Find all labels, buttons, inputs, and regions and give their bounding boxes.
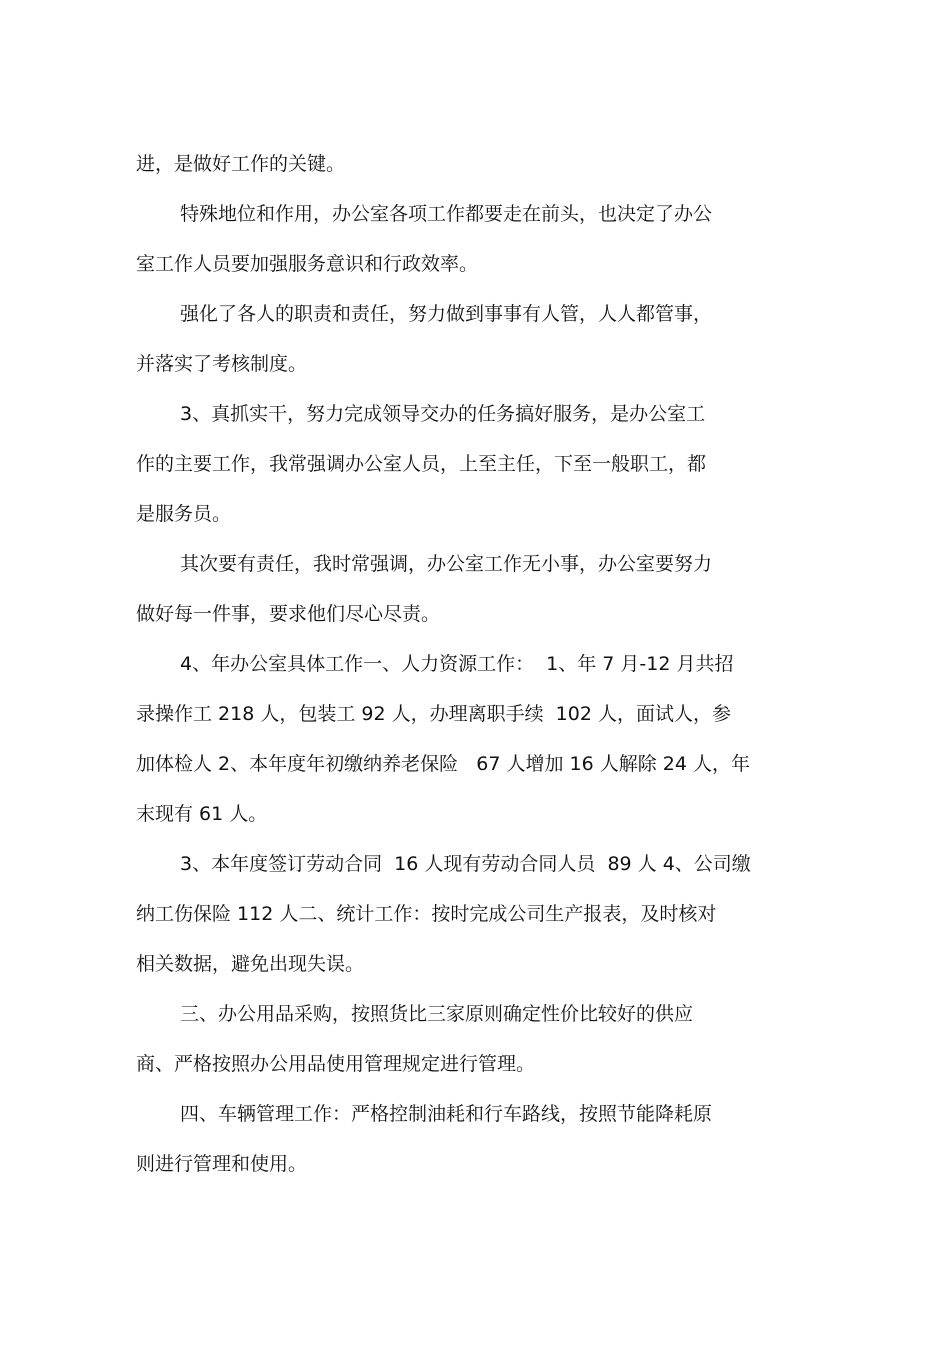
paragraph-start-line: 特殊地位和作用，办公室各项工作都要走在前头，也决定了办公 xyxy=(180,203,713,225)
text-line: 室工作人员要加强服务意识和行政效率。 xyxy=(136,253,479,275)
text-line: 是服务员。 xyxy=(136,503,232,525)
text-line: 末现有 61 人。 xyxy=(136,803,268,825)
text-line: 则进行管理和使用。 xyxy=(136,1153,308,1175)
text-line: 相关数据，避免出现失误。 xyxy=(136,953,365,975)
text-line: 录操作工 218 人，包装工 92 人，办理离职手续 102 人，面试人，参 xyxy=(136,703,731,725)
text-line: 商、严格按照办公用品使用管理规定进行管理。 xyxy=(136,1053,536,1075)
text-line: 进，是做好工作的关键。 xyxy=(136,153,346,175)
paragraph-start-line: 四、车辆管理工作：严格控制油耗和行车路线，按照节能降耗原 xyxy=(180,1103,713,1125)
text-line: 做好每一件事，要求他们尽心尽责。 xyxy=(136,603,441,625)
paragraph-start-line: 三、办公用品采购，按照货比三家原则确定性价比较好的供应 xyxy=(180,1003,694,1025)
paragraph-start-line: 强化了各人的职责和责任，努力做到事事有人管，人人都管事， xyxy=(180,303,713,325)
paragraph-start-line: 4、年办公室具体工作一、人力资源工作： 1、年 7 月-12 月共招 xyxy=(180,653,734,675)
text-line: 并落实了考核制度。 xyxy=(136,353,308,375)
paragraph-start-line: 其次要有责任，我时常强调，办公室工作无小事，办公室要努力 xyxy=(180,553,713,575)
text-line: 纳工伤保险 112 人二、统计工作：按时完成公司生产报表，及时核对 xyxy=(136,903,717,925)
paragraph-start-line: 3、本年度签订劳动合同 16 人现有劳动合同人员 89 人 4、公司缴 xyxy=(180,853,751,875)
paragraph-start-line: 3、真抓实干，努力完成领导交办的任务搞好服务，是办公室工 xyxy=(180,403,706,425)
text-line: 加体检人 2、本年度年初缴纳养老保险 67 人增加 16 人解除 24 人，年 xyxy=(136,753,750,775)
text-line: 作的主要工作，我常强调办公室人员，上至主任，下至一般职工，都 xyxy=(136,453,707,475)
